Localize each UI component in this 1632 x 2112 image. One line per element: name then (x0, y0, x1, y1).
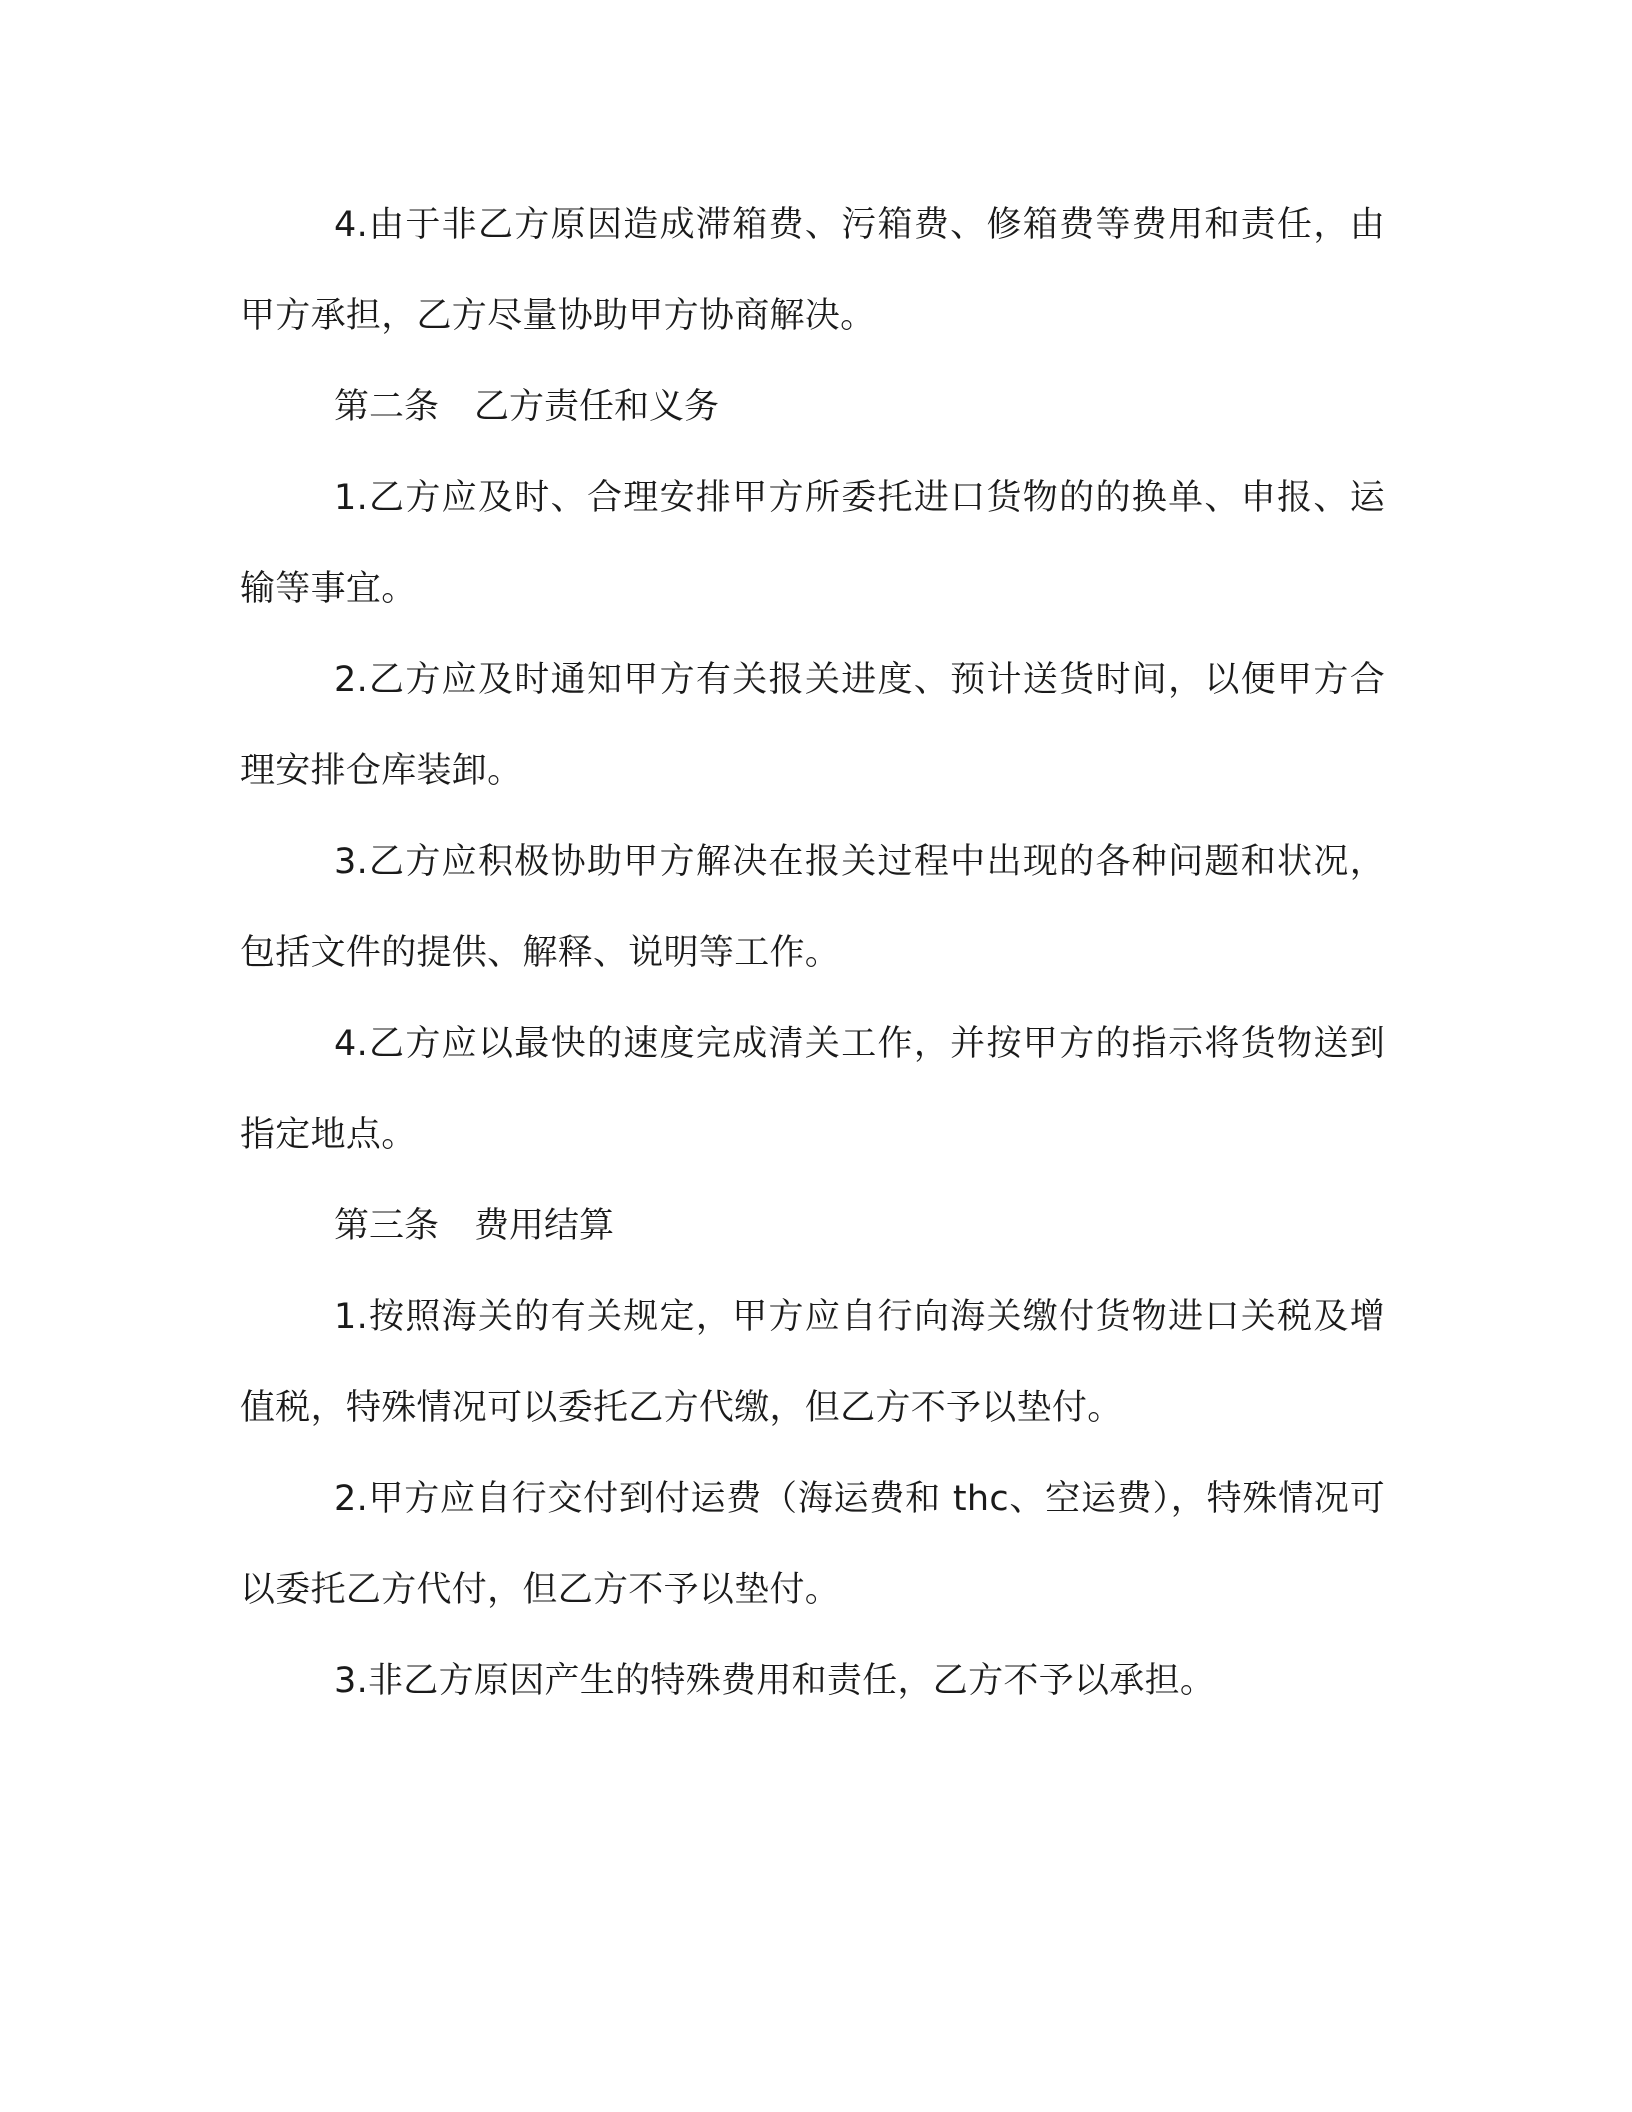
clause-paragraph: 4.由于非乙方原因造成滞箱费、污箱费、修箱费等费用和责任，由甲方承担，乙方尽量协助甲方协商解决。 (240, 205, 1385, 336)
clause-paragraph: 1.按照海关的有关规定，甲方应自行向海关缴付货物进口关税及增值税，特殊情况可以委托乙方代缴，但乙方不予以垫付。 (240, 1297, 1385, 1428)
document-body (240, 180, 1385, 1727)
article-heading: 第三条 费用结算 (334, 1206, 615, 1246)
clause-paragraph: 2.甲方应自行交付到付运费（海运费和 thc、空运费），特殊情况可以委托乙方代付，但乙方不予以垫付。 (240, 1479, 1385, 1610)
clause-paragraph: 1.乙方应及时、合理安排甲方所委托进口货物的的换单、申报、运输等事宜。 (240, 478, 1385, 609)
clause-paragraph: 3.非乙方原因产生的特殊费用和责任，乙方不予以承担。 (334, 1661, 1216, 1701)
clause-paragraph: 4.乙方应以最快的速度完成清关工作，并按甲方的指示将货物送到指定地点。 (240, 1024, 1385, 1155)
article-heading: 第二条 乙方责任和义务 (334, 387, 720, 427)
clause-paragraph: 2.乙方应及时通知甲方有关报关进度、预计送货时间，以便甲方合理安排仓库装卸。 (240, 660, 1385, 791)
clause-paragraph: 3.乙方应积极协助甲方解决在报关过程中出现的各种问题和状况，包括文件的提供、解释、说明等工作。 (240, 842, 1385, 973)
